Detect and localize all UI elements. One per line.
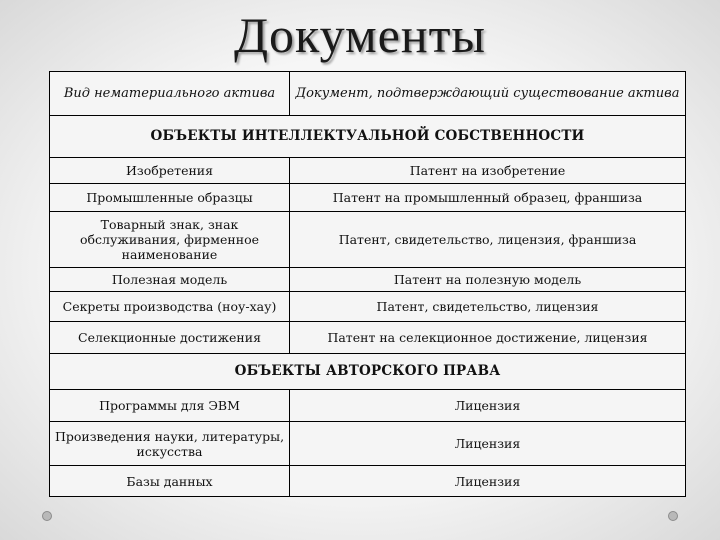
cell-document: Патент на селекционное достижение, лицензия bbox=[290, 322, 686, 354]
page-title: Документы bbox=[233, 7, 487, 63]
cell-asset: Базы данных bbox=[50, 466, 290, 497]
table-row bbox=[50, 184, 686, 212]
cell-document: Патент, свидетельство, лицензия bbox=[290, 292, 686, 322]
cell-document: Патент, свидетельство, лицензия, франшиза bbox=[290, 212, 686, 268]
cell-asset: Секреты производства (ноу-хау) bbox=[50, 292, 290, 322]
cell-document: Патент на промышленный образец, франшиза bbox=[290, 184, 686, 212]
cell-asset: Промышленные образцы bbox=[50, 184, 290, 212]
cell-asset: Произведения науки, литературы, искусства bbox=[50, 422, 290, 466]
cell-asset: Программы для ЭВМ bbox=[50, 390, 290, 422]
documents-table bbox=[49, 71, 686, 497]
header-asset-type: Вид нематериального актива bbox=[50, 72, 290, 116]
header-document: Документ, подтверждающий существование актива bbox=[290, 72, 686, 116]
section-heading-copyright: ОБЪЕКТЫ АВТОРСКОГО ПРАВА bbox=[50, 354, 686, 390]
cell-document: Лицензия bbox=[290, 422, 686, 466]
cell-asset: Изобретения bbox=[50, 158, 290, 184]
cell-asset: Селекционные достижения bbox=[50, 322, 290, 354]
cell-document: Патент на изобретение bbox=[290, 158, 686, 184]
cell-asset: Товарный знак, знак обслуживания, фирменное наименование bbox=[50, 212, 290, 268]
table-row bbox=[50, 268, 686, 292]
table-row bbox=[50, 292, 686, 322]
cell-document: Лицензия bbox=[290, 466, 686, 497]
table-row bbox=[50, 422, 686, 466]
corner-dot-left bbox=[42, 511, 52, 521]
section-heading-row bbox=[50, 116, 686, 158]
table-row bbox=[50, 158, 686, 184]
section-heading-row bbox=[50, 354, 686, 390]
table-row bbox=[50, 322, 686, 354]
corner-dot-right bbox=[668, 511, 678, 521]
cell-document: Лицензия bbox=[290, 390, 686, 422]
table-header-row bbox=[50, 72, 686, 116]
section-heading-ip: ОБЪЕКТЫ ИНТЕЛЛЕКТУАЛЬНОЙ СОБСТВЕННОСТИ bbox=[50, 116, 686, 158]
cell-document: Патент на полезную модель bbox=[290, 268, 686, 292]
cell-asset: Полезная модель bbox=[50, 268, 290, 292]
table-row bbox=[50, 390, 686, 422]
table-row bbox=[50, 212, 686, 268]
table-row bbox=[50, 466, 686, 497]
